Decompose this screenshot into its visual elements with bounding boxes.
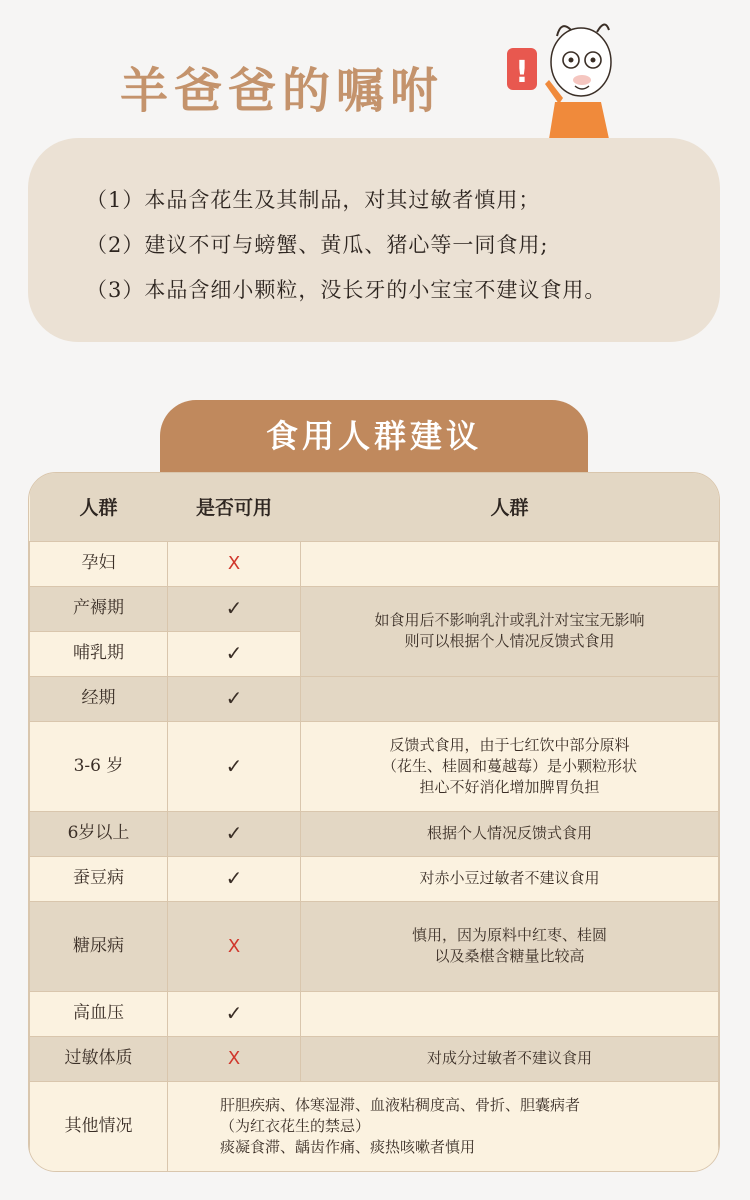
header-usable: 是否可用 xyxy=(168,473,301,541)
cross-icon: X xyxy=(168,1036,301,1081)
note-line: 如食用后不影响乳汁或乳汁对宝宝无影响 xyxy=(374,611,645,629)
check-icon: ✓ xyxy=(168,856,301,901)
section-title: 食用人群建议 xyxy=(160,400,588,472)
note-cell: 对成分过敏者不建议食用 xyxy=(301,1036,719,1081)
mascot-sheep-illustration xyxy=(505,14,615,139)
group-cell: 其他情况 xyxy=(30,1081,168,1171)
group-cell: 过敏体质 xyxy=(30,1036,168,1081)
note-line: 痰凝食滞、龋齿作痛、痰热咳嗽者慎用 xyxy=(220,1137,476,1156)
notice-panel xyxy=(28,138,720,342)
group-cell: 6岁以上 xyxy=(30,811,168,856)
note-cell xyxy=(168,1081,719,1171)
check-icon: ✓ xyxy=(168,676,301,721)
exclamation-icon: ! xyxy=(515,55,529,90)
note-line: （为红衣花生的禁忌） xyxy=(220,1116,371,1135)
note-line: 则可以根据个人情况反馈式食用 xyxy=(404,632,615,650)
note-cell: 根据个人情况反馈式食用 xyxy=(301,811,719,856)
note-cell xyxy=(301,721,719,811)
note-line: 反馈式食用，由于七红饮中部分原料 xyxy=(389,735,630,754)
notice-line-2: （2）建议不可与螃蟹、黄瓜、猪心等一同食用; xyxy=(86,233,549,257)
group-cell: 产褥期 xyxy=(30,586,168,631)
note-cell xyxy=(301,541,719,586)
note-line: （花生、桂圆和蔓越莓）是小颗粒形状 xyxy=(381,756,637,775)
note-cell xyxy=(301,586,719,676)
header-note: 人群 xyxy=(301,473,719,541)
cross-icon: X xyxy=(168,541,301,586)
notice-line-3: （3）本品含细小颗粒，没长牙的小宝宝不建议食用。 xyxy=(86,278,607,302)
group-cell: 3-6 岁 xyxy=(30,721,168,811)
note-line: 担心不好消化增加脾胃负担 xyxy=(419,777,600,796)
note-cell xyxy=(301,676,719,721)
cross-icon: X xyxy=(168,901,301,991)
note-cell xyxy=(301,901,719,991)
page-title: 羊爸爸的嘱咐 xyxy=(120,63,445,119)
notice-line-1: （1）本品含花生及其制品，对其过敏者慎用； xyxy=(86,188,541,212)
check-icon: ✓ xyxy=(168,721,301,811)
check-icon: ✓ xyxy=(168,586,301,631)
note-line: 以及桑椹含糖量比较高 xyxy=(434,947,585,965)
note-cell: 对赤小豆过敏者不建议食用 xyxy=(301,856,719,901)
note-line: 慎用，因为原料中红枣、桂圆 xyxy=(411,926,607,944)
note-cell xyxy=(301,991,719,1036)
group-cell: 糖尿病 xyxy=(30,901,168,991)
group-cell: 高血压 xyxy=(30,991,168,1036)
group-cell: 蚕豆病 xyxy=(30,856,168,901)
group-cell: 孕妇 xyxy=(30,541,168,586)
group-cell: 经期 xyxy=(30,676,168,721)
note-line: 肝胆疾病、体寒湿滞、血液粘稠度高、骨折、胆囊病者 xyxy=(220,1095,581,1114)
header-group: 人群 xyxy=(30,473,168,541)
check-icon: ✓ xyxy=(168,631,301,676)
check-icon: ✓ xyxy=(168,991,301,1036)
group-cell: 哺乳期 xyxy=(30,631,168,676)
suitability-table xyxy=(28,472,720,1172)
check-icon: ✓ xyxy=(168,811,301,856)
